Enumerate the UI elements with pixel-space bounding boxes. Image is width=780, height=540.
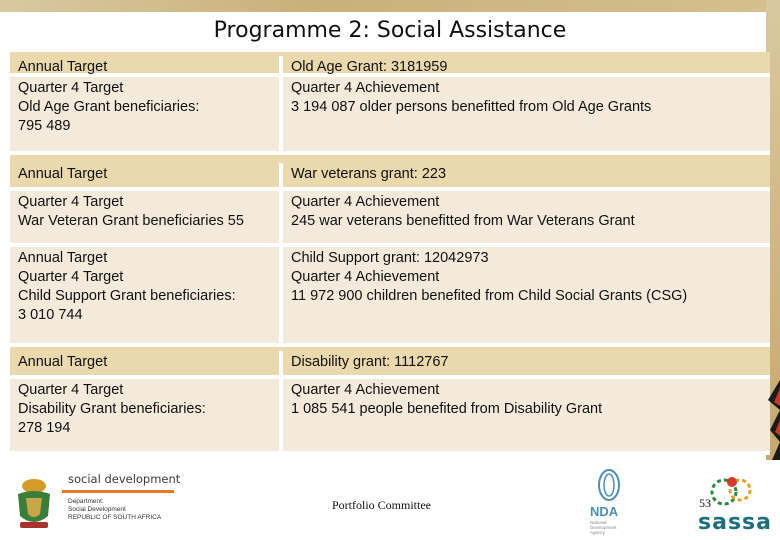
top-decorative-band — [0, 0, 780, 12]
cell-line: Old Age Grant beneficiaries: — [18, 99, 200, 115]
right-cell — [283, 77, 770, 151]
cell-line: Quarter 4 Achievement — [291, 382, 440, 398]
cell-line: Quarter 4 Target — [18, 269, 124, 285]
cell-line: Quarter 4 Achievement — [291, 80, 440, 96]
table-row — [10, 347, 770, 379]
cell-line: Child Support Grant beneficiaries: — [18, 288, 236, 304]
left-cell — [10, 247, 283, 343]
cell-line: 278 194 — [18, 420, 71, 436]
logo-name: social development — [68, 472, 181, 486]
table-row — [10, 379, 770, 455]
cell-line: Annual Target — [18, 59, 108, 75]
right-cell — [283, 191, 770, 243]
table-row — [10, 77, 770, 155]
nda-name: NDA — [590, 504, 619, 519]
cell-line: War Veteran Grant beneficiaries 55 — [18, 213, 244, 229]
table-row — [10, 247, 770, 347]
cell-line: Annual Target — [18, 250, 108, 266]
coat-of-arms-icon — [12, 476, 56, 532]
nda-logo — [588, 468, 632, 536]
page-title: Programme 2: Social Assistance — [213, 18, 567, 43]
cell-line: 3 194 087 older persons benefitted from Old Age Grants — [291, 99, 652, 115]
cell-line: Quarter 4 Achievement — [291, 194, 440, 210]
cell-line: War veterans grant: 223 — [291, 166, 447, 182]
table-row — [10, 155, 770, 191]
page-number: 53 — [699, 496, 711, 510]
logo-subtext-line: Department: — [68, 498, 104, 505]
left-cell — [10, 77, 283, 151]
logo-subtext — [68, 498, 161, 522]
cell-line: Quarter 4 Achievement — [291, 269, 440, 285]
right-cell — [283, 247, 770, 343]
cell-line: Child Support grant: 12042973 — [291, 250, 489, 266]
cell-line: 245 war veterans benefitted from War Veterans Grant — [291, 213, 635, 229]
table-row — [10, 52, 770, 77]
right-cell — [283, 379, 770, 451]
cell-line: Disability grant: 1112767 — [291, 354, 449, 370]
cell-line: 3 010 744 — [18, 307, 83, 323]
nda-subtext: National Development Agency — [590, 520, 617, 535]
right-cell — [283, 351, 770, 375]
left-cell — [10, 351, 283, 375]
right-cell — [283, 56, 770, 73]
sassa-name: sassa — [698, 510, 772, 535]
social-development-logo — [62, 472, 182, 532]
footer — [0, 460, 780, 540]
cell-line: Disability Grant beneficiaries: — [18, 401, 206, 417]
cell-line: Quarter 4 Target — [18, 194, 124, 210]
cell-line: 1 085 541 people benefited from Disability Grant — [291, 401, 603, 417]
portfolio-label: Portfolio Committee — [332, 498, 431, 512]
results-table — [10, 52, 770, 455]
decorative-ornament-icon — [766, 380, 780, 460]
cell-line: 795 489 — [18, 118, 71, 134]
left-cell — [10, 379, 283, 451]
cell-line: Annual Target — [18, 166, 108, 182]
cell-line: Annual Target — [18, 354, 108, 370]
left-cell — [10, 191, 283, 243]
left-cell — [10, 56, 283, 73]
left-cell — [10, 163, 283, 187]
logo-divider — [62, 490, 174, 493]
cell-line: Quarter 4 Target — [18, 80, 124, 96]
nda-mark-icon — [594, 468, 624, 502]
cell-line: Quarter 4 Target — [18, 382, 124, 398]
sassa-mark-icon — [702, 470, 762, 510]
logo-subtext-line: Social Development — [68, 506, 126, 513]
cell-line: Old Age Grant: 3181959 — [291, 59, 448, 75]
cell-line: 11 972 900 children benefited from Child Social Grants (CSG) — [291, 288, 688, 304]
logo-subtext-line: REPUBLIC OF SOUTH AFRICA — [68, 514, 162, 521]
table-row — [10, 191, 770, 247]
right-cell — [283, 163, 770, 187]
